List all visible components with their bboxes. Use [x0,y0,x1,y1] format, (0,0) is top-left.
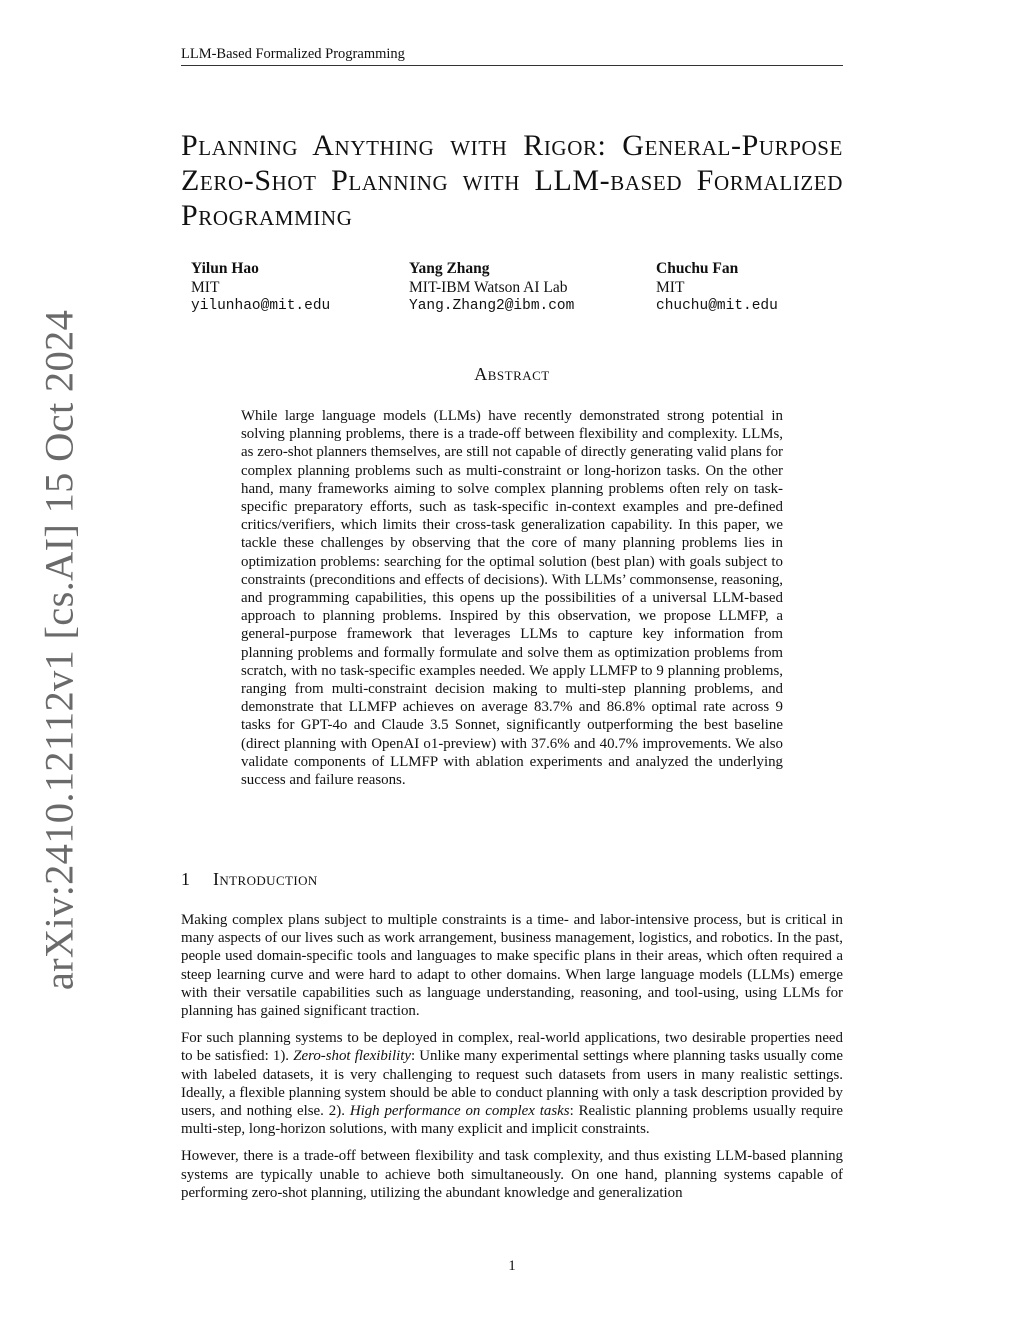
paragraph-text: : Realistic planning problems usually require multi-step, long-horizon solutions, with many explicit and implicit constraints. [181,1103,843,1138]
author-name: Yang Zhang [409,260,490,277]
author-email[interactable]: yilunhao@mit.edu [191,298,331,314]
introduction-body [181,911,843,1211]
author-affiliation: MIT [656,278,685,296]
paragraph-text: : Unlike many experimental settings where planning tasks usually come with labeled datasets, it is very challenging to request such datasets from users in many realistic settings. Ideally, a flexible planning system should be able to conduct planning with only a task description provided by users, and nothing else. 2). [181,1048,843,1120]
author-2 [409,260,574,316]
author-affiliation: MIT [191,278,220,296]
abstract-heading: Abstract [474,364,550,384]
abstract-text: While large language models (LLMs) have recently demonstrated strong potential in solving planning problems, there is a trade-off between flexibility and complexity. LLMs, as zero-shot planners themselves, are still not capable of directly generating valid plans for complex planning problems such as multi-constraint or long-horizon tasks. On the other hand, many frameworks aiming to solve complex planning problems often rely on task-specific preparatory efforts, such as task-specific in-context examples and pre-defined critics/verifiers, which limits their cross-task generalization capability. In this paper, we tackle these challenges by observing that the core of many planning problems lies in optimization problems: searching for the optimal solution (best plan) with goals subject to constraints (preconditions and effects of decisions). With LLMs’ commonsense, reasoning, and programming capabilities, this opens up the possibilities of a universal LLM-based approach to planning problems. Inspired by this observation, we propose LLMFP, a general-purpose framework that leverages LLMs to capture key information from planning problems and formally formulate and solve them as optimization problems from scratch, with no task-specific examples needed. We apply LLMFP to 9 planning problems, ranging from multi-constraint decision making to multi-step planning problems, and demonstrate that LLMFP achieves on average 83.7% and 86.8% optimal rate across 9 tasks for GPT-4o and Claude 3.5 Sonnet, significantly outperforming the best baseline (direct planning with OpenAI o1-preview) with 37.6% and 40.7% improvements. We also validate components of LLMFP with ablation experiments and analyzed the underlying success and failure reasons. [241,408,783,789]
emphasis-term: High performance on complex tasks [349,1103,570,1120]
author-affiliation: MIT-IBM Watson AI Lab [409,278,568,296]
section-heading [181,869,318,890]
paragraph: Making complex plans subject to multiple constraints is a time- and labor-intensive process, but is critical in many aspects of our lives such as work arrangement, business management, logistics, and robotics. In the past, people used domain-specific tools and languages to make specific plans in their areas, which often required a steep learning curve and were hard to adapt to other domains. When large language models (LLMs) emerge with their versatile capabilities such as language understanding, reasoning, and tool-using, using LLMs for planning has gained significant traction. [181,912,843,1020]
running-header: LLM-Based Formalized Programming [181,45,843,66]
page-number: 1 [508,1258,516,1274]
author-name: Chuchu Fan [656,260,739,277]
author-1 [191,260,330,316]
paper-title: Planning Anything with Rigor: General-Purpose Zero-Shot Planning with LLM-based Formalized Programming [181,129,843,232]
section-title: Introduction [213,869,318,889]
arxiv-identifier: arXiv:2410.12112v1 [cs.AI] 15 Oct 2024 [36,309,82,991]
emphasis-term: Zero-shot flexibility [293,1048,411,1065]
paragraph-text: For such planning systems to be deployed in complex, real-world applications, two desirable properties need to be satisfied: 1). [181,1030,843,1065]
paragraph: However, there is a trade-off between flexibility and task complexity, and thus existing LLM-based planning systems are typically unable to achieve both simultaneously. On one hand, planning systems capable of performing zero-shot planning, utilizing the abundant knowledge and generalization [181,1148,843,1201]
author-3 [656,260,778,316]
author-email[interactable]: Yang.Zhang2@ibm.com [409,298,575,314]
author-name: Yilun Hao [191,260,259,277]
paragraph [181,1029,843,1138]
author-email[interactable]: chuchu@mit.edu [656,298,778,314]
section-number: 1 [181,869,191,889]
